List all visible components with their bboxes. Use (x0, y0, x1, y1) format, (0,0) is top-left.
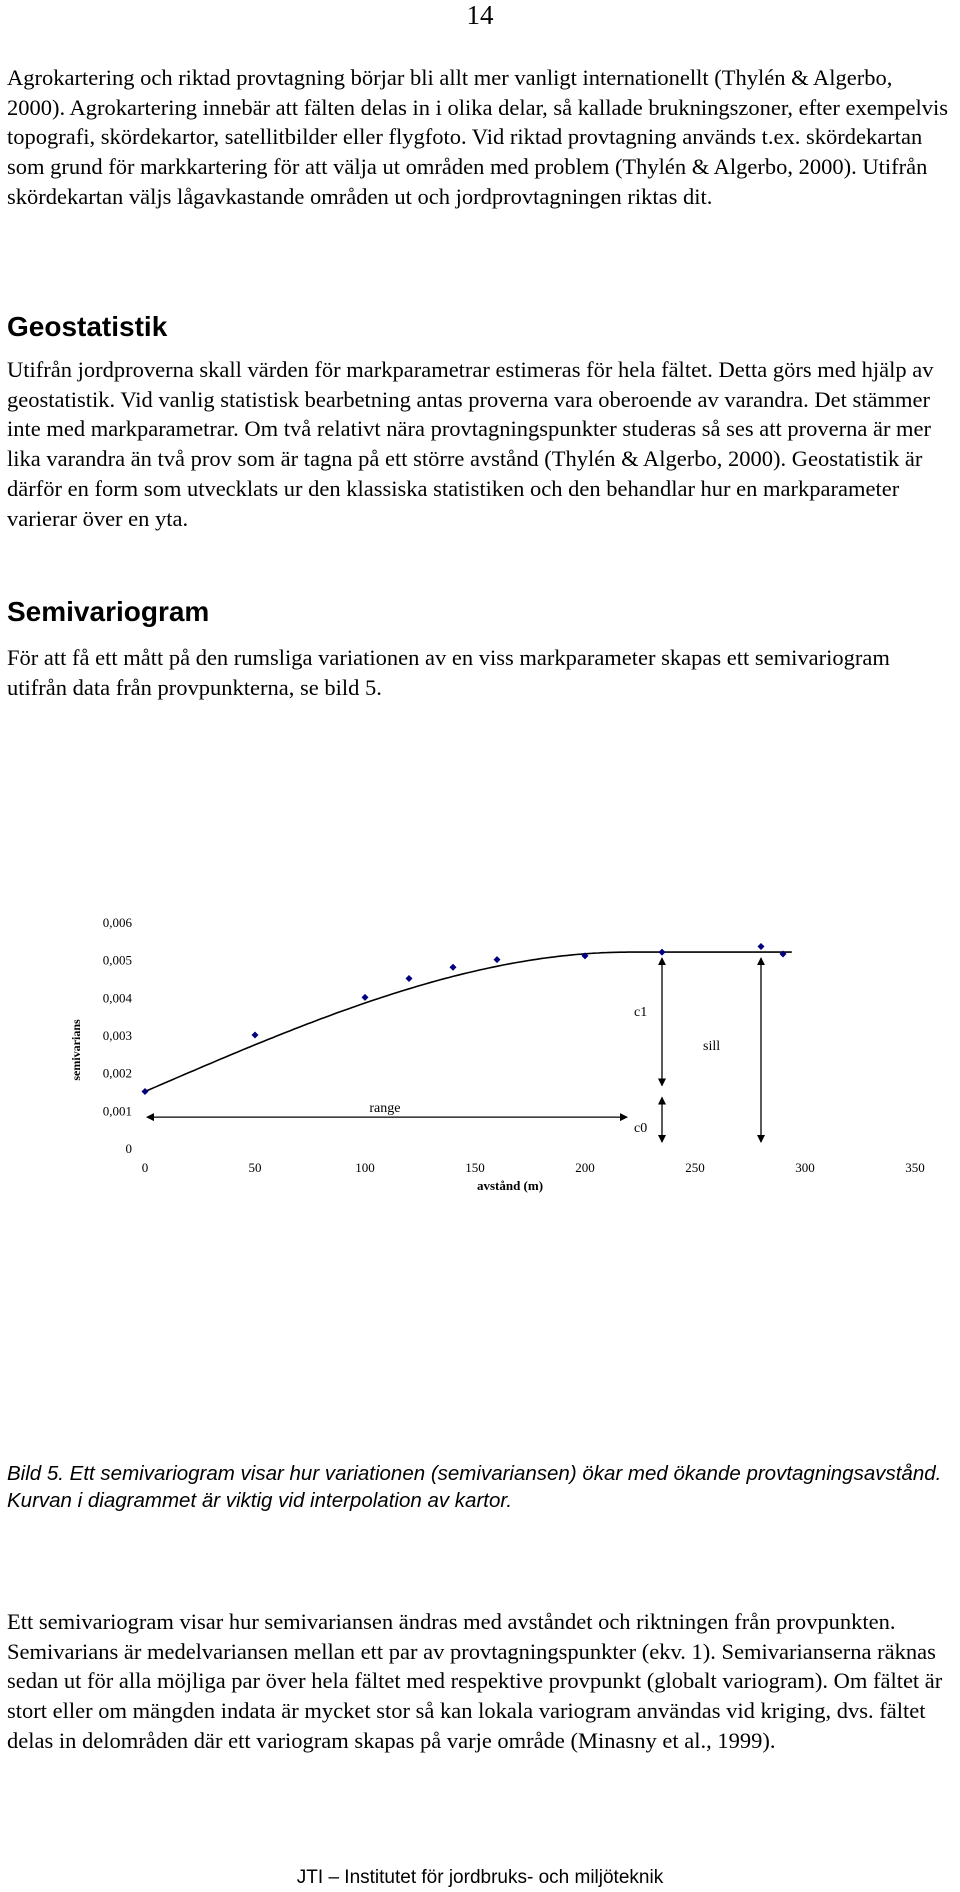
annotation-sill: sill (703, 1039, 721, 1055)
annotation-c1: c1 (634, 1005, 648, 1021)
data-point (142, 1088, 149, 1095)
page-footer: JTI – Institutet för jordbruks- och miljöteknik (296, 1867, 664, 1888)
y-tick-label: 0,005 (102, 952, 132, 968)
paragraph-geostatistik: Utifrån jordproverna skall värden för markparametrar estimeras för hela fältet. Detta görs med hjälp av geostatistik. Vid vanlig statistisk bearbetning antas proverna vara oberoende av varandra. Det stämmer inte med markparametrar. Om två relativt nära provtagningspunkter studeras så ses att proverna är mer lika varandra än två prov som är tagna på ett större avstånd (Thylén & Algerbo, 2000). Geostatistik är därför en form som utvecklats ur den klassiska statistiken och den behandlar hur en markparameter varierar över en yta. (7, 357, 934, 531)
heading-geostatistik: Geostatistik (7, 311, 168, 342)
data-point (362, 994, 369, 1001)
semivariogram-chart (0, 900, 960, 1420)
annotation-range: range (369, 1100, 401, 1116)
paragraph-semivariogram-intro: För att få ett mått på den rumsliga variationen av en viss markparameter skapas ett semivariogram utifrån data från provpunkterna, se bild 5. (7, 645, 890, 700)
x-tick-label: 50 (248, 1160, 262, 1175)
data-point (494, 956, 501, 963)
y-tick-label: 0 (125, 1141, 132, 1156)
model-curve (145, 952, 792, 1091)
x-tick-label: 0 (141, 1160, 149, 1175)
y-tick-label: 0,001 (102, 1103, 132, 1119)
x-tick-label: 300 (795, 1160, 815, 1175)
annotation-c0: c0 (634, 1121, 648, 1137)
data-point (659, 949, 666, 956)
x-tick-label: 150 (465, 1160, 485, 1175)
data-point (252, 1032, 259, 1039)
x-tick-label: 100 (355, 1160, 375, 1175)
y-axis-label: semivarians (69, 1019, 83, 1081)
heading-semivariogram: Semivariogram (7, 596, 210, 627)
page-number: 14 (466, 0, 494, 30)
paragraph-agrokartering: Agrokartering och riktad provtagning börjar bli allt mer vanligt internationellt (Thylén & Algerbo, 2000). Agrokartering innebär att fälten delas in i olika delar, så kallade brukningszoner, efter exempelvis topografi, skördekartor, satellitbilder eller flygfoto. Vid riktad provtagning används t.ex. skördekartan som grund för markkartering för att välja ut områden med problem (Thylén & Algerbo, 2000). Utifrån skördekartan väljs lågavkastande områden ut och jordprovtagningen riktas dit. (7, 65, 948, 209)
x-tick-label: 200 (575, 1160, 595, 1175)
x-tick-label: 250 (685, 1160, 705, 1175)
data-point (758, 943, 765, 950)
y-tick-label: 0,004 (102, 990, 132, 1006)
x-axis-label: avstånd (m) (476, 1178, 544, 1193)
x-tick-label: 350 (905, 1160, 925, 1175)
y-tick-label: 0,003 (102, 1028, 132, 1043)
figure-caption: Bild 5. Ett semivariogram visar hur variationen (semivariansen) ökar med ökande provtagningsavstånd. Kurvan i diagrammet är viktig vid interpolation av kartor. (7, 1462, 942, 1512)
y-tick-label: 0,002 (102, 1065, 132, 1081)
paragraph-semivarians: Ett semivariogram visar hur semivariansen ändras med avståndet och riktningen från provpunkten. Semivarians är medelvariansen mellan ett par av provtagningspunkter (ekv. 1). Semivarianserna räknas sedan ut för alla möjliga par över hela fältet med respektive provpunkt (globalt variogram). Om fältet är stort eller om mängden indata är mycket stor så kan lokala variogram användas vid kriging, dvs. fältet delas in delområden där ett variogram skapas på varje område (Minasny et al., 1999). (7, 1609, 943, 1753)
data-point (450, 964, 457, 971)
y-tick-label: 0,006 (102, 915, 132, 930)
data-point (406, 975, 413, 982)
